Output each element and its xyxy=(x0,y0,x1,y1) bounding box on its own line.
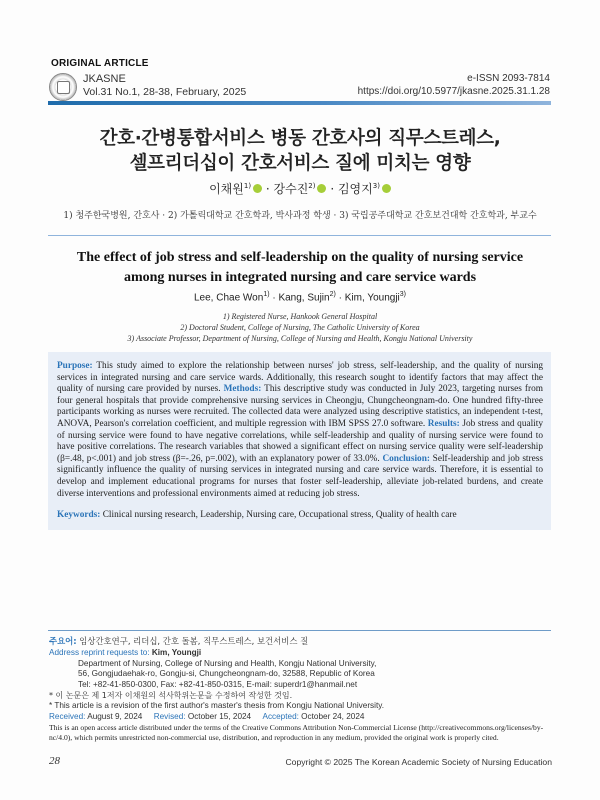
address-line: 56, Gongjudaehak-ro, Gongju-si, Chungcheongnam-do, 32588, Republic of Korea xyxy=(78,669,375,679)
korean-authors xyxy=(0,180,600,197)
author-separator: · xyxy=(330,182,338,196)
keywords xyxy=(57,510,543,520)
license-text: This is an open access article distributed under the terms of the Creative Commons Attribution Non-Commercial License (http://creativecommons.org/licenses/by-nc/4.0), which permits unrestricted non-commercial use, distribution, and reproduction in any medium, provided the original work is properly cited. xyxy=(49,723,544,743)
results-label: Results: xyxy=(427,418,460,429)
reprint-label: Address reprint requests to: xyxy=(49,648,150,657)
eissn: e-ISSN 2093-7814 xyxy=(467,73,550,84)
revised-label: Revised: xyxy=(153,712,186,721)
reprint-request xyxy=(49,648,201,657)
korean-title-line-2: 셀프리더십이 간호서비스 질에 미치는 영향 xyxy=(129,153,471,174)
received-label: Received: xyxy=(49,712,86,721)
author-name: Kim, Youngji xyxy=(344,292,400,304)
conclusion-text: Self-leadership and job stress significantly influence the quality of nursing services in integrated nursing and care service wards. Therefore, it is essential to develop and implement educational programs for nurses that foster self-leadership, alleviate job-related burdens, and create diverse interventions and professional environments aimed at reducing job stress. xyxy=(57,453,543,499)
address-line: Tel: +82-41-850-0300, Fax: +82-41-850-0315, E-mail: superdr1@hanmail.net xyxy=(78,679,358,689)
english-title-line-1: The effect of job stress and self-leadership on the quality of nursing service xyxy=(76,250,524,265)
submission-dates xyxy=(49,712,364,721)
author-name: 이채원 xyxy=(209,182,244,196)
keywords-text: Clinical nursing research, Leadership, Nursing care, Occupational stress, Quality of health care xyxy=(100,510,457,520)
accepted-label: Accepted: xyxy=(262,712,299,721)
affiliation-line: 1) Registered Nurse, Hankook General Hospital xyxy=(222,312,378,321)
article-type-label: ORIGINAL ARTICLE xyxy=(51,58,149,69)
section-divider xyxy=(48,235,551,236)
affiliation-line: 2) Doctoral Student, College of Nursing, The Catholic University of Korea xyxy=(180,323,420,332)
methods-text: This descriptive study was conducted in July 2023, targeting nurses from four general hospitals that provide comprehensive nursing services in Cheongju, Chungcheongnam-do. One hundred fifty-three participants working as nurses were recruited. The collected data were analyzed using descriptive statistics, an independent t-test, ANOVA, Pearson's correlation coefficient, and multiple regression with IBM SPSS 27.0 software. xyxy=(57,384,544,429)
korean-keywords xyxy=(49,635,308,647)
author-name: 김영지 xyxy=(337,182,373,196)
author-name: Lee, Chae Won xyxy=(194,292,264,304)
doi-link[interactable]: https://doi.org/10.5977/jkasne.2025.31.1.28 xyxy=(357,86,550,97)
orcid-icon[interactable] xyxy=(253,184,262,193)
page-number: 28 xyxy=(49,755,60,767)
copyright: Copyright © 2025 The Korean Academic Society of Nursing Education xyxy=(285,757,552,767)
korean-title-line-1: 간호·간병통합서비스 병동 간호사의 직무스트레스, xyxy=(99,128,501,149)
received-date: August 9, 2024 xyxy=(85,712,143,721)
conclusion-label: Conclusion: xyxy=(382,453,430,464)
note-korean: * 이 논문은 제 1저자 이채원의 석사학위논문을 수정하여 작성한 것임. xyxy=(49,691,293,700)
affiliation-line: 3) Associate Professor, Department of Nursing, College of Nursing and Health, Kongju National University xyxy=(127,334,473,343)
keywords-label: Keywords: xyxy=(57,510,101,520)
address-line: Department of Nursing, College of Nursing and Health, Kongju National University, xyxy=(78,659,377,668)
english-affiliations xyxy=(0,311,600,344)
purpose-label: Purpose: xyxy=(57,361,93,371)
english-title-line-2: among nurses in integrated nursing and care service wards xyxy=(123,270,477,285)
korean-title xyxy=(0,126,600,176)
revised-date: October 15, 2024 xyxy=(185,712,252,721)
author-name: 강수진 xyxy=(273,182,309,196)
english-title xyxy=(0,248,600,288)
author-name: Kang, Sujin xyxy=(278,292,330,304)
english-authors xyxy=(0,291,600,303)
author-sup: 1) xyxy=(243,182,252,190)
journal-abbrev: JKASNE xyxy=(83,73,126,85)
volume-info: Vol.31 No.1, 28-38, February, 2025 xyxy=(83,86,247,98)
author-sup: 2) xyxy=(329,291,336,298)
author-sup: 1) xyxy=(263,291,270,298)
korean-affiliations: 1) 청주한국병원, 간호사 · 2) 가톨릭대학교 간호학과, 박사과정 학생 · 3) 국립공주대학교 간호보건대학 간호학과, 부교수 xyxy=(63,211,537,221)
orcid-icon[interactable] xyxy=(382,184,391,193)
orcid-icon[interactable] xyxy=(317,184,326,193)
methods-label: Methods: xyxy=(223,384,262,395)
abstract-text xyxy=(57,361,543,500)
header-divider xyxy=(48,101,551,105)
accepted-date: October 24, 2024 xyxy=(298,712,365,721)
author-separator: · xyxy=(272,292,279,304)
korean-keywords-label: 주요어: xyxy=(49,636,77,646)
author-separator: · xyxy=(265,182,274,196)
author-sup: 3) xyxy=(399,291,406,298)
author-sup: 3) xyxy=(372,182,380,190)
author-separator: · xyxy=(338,292,345,304)
correspondence-address xyxy=(78,659,376,690)
purpose-text: This study aimed to explore the relationship between nurses' job stress, self-leadership, and the quality of nursing services in integrated nursing and care service wards. Additionally, this research sought to identify factors that may affect the quality of nursing care provided by nurses. xyxy=(57,361,543,395)
korean-keywords-text: 임상간호연구, 리더십, 간호 돌봄, 직무스트레스, 보건서비스 질 xyxy=(76,636,309,646)
journal-logo-icon xyxy=(49,73,77,101)
footer-divider xyxy=(48,630,551,631)
author-sup: 2) xyxy=(308,182,316,190)
results-text: Job stress and quality of nursing service were found to have negative correlations, while self-leadership and quality of nursing service were found to have positive correlations. The research variables that showed a significant effect on nursing service quality were self-leadership (β=.48, p<.001) and job stress (β=-.26, p=.002), with an explanatory power of 33.0%. xyxy=(57,418,543,464)
note-english: * This article is a revision of the first author's master's thesis from Kongju National University. xyxy=(49,701,384,710)
reprint-name: Kim, Youngji xyxy=(149,648,202,657)
